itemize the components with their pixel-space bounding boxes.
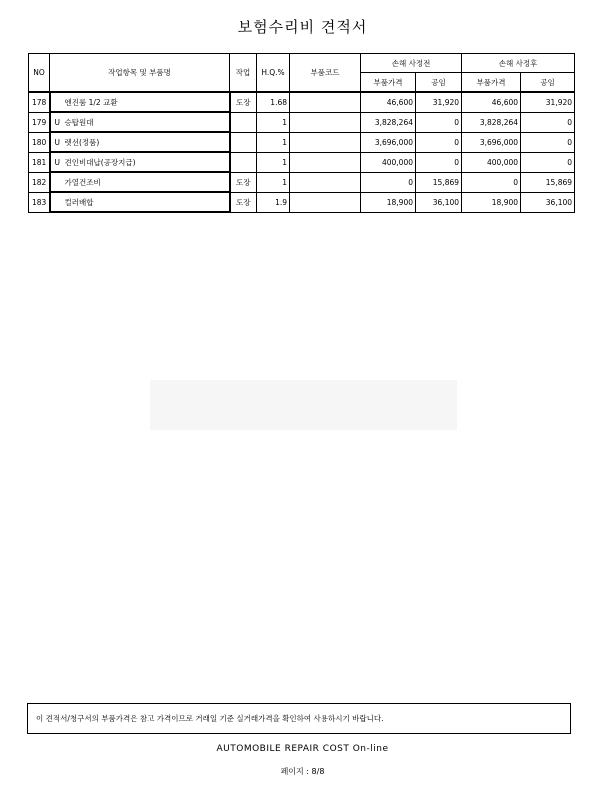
row-item-name — [50, 152, 230, 172]
row-item-name — [50, 132, 230, 152]
row-before-part-price: 18,900 — [361, 192, 416, 212]
notice-box: 이 견적서/청구서의 부품가격은 참고 가격이므로 거래일 기준 실거래가격을 확인하여 사용하시기 바랍니다. — [27, 703, 571, 734]
row-part-code — [290, 112, 361, 132]
row-part-code — [290, 92, 361, 112]
row-before-labor: 0 — [416, 132, 462, 152]
row-after-labor: 0 — [521, 132, 575, 152]
row-part-code — [290, 152, 361, 172]
row-item-name — [50, 112, 230, 132]
row-work — [230, 152, 257, 172]
row-after-part-price: 18,900 — [462, 192, 521, 212]
row-after-part-price: 0 — [462, 172, 521, 192]
row-hq: 1 — [257, 172, 290, 192]
table-row — [29, 112, 575, 132]
row-item-label: 승탑원대 — [64, 117, 94, 127]
row-no: 178 — [29, 92, 50, 112]
row-before-labor: 0 — [416, 112, 462, 132]
header-hq: H.Q.% — [257, 54, 290, 93]
table-row — [29, 192, 575, 212]
row-before-labor: 31,920 — [416, 92, 462, 112]
row-work — [230, 112, 257, 132]
header-before-part-price: 부품가격 — [361, 73, 416, 93]
row-no: 183 — [29, 192, 50, 212]
row-after-labor: 36,100 — [521, 192, 575, 212]
footer-system-name: AUTOMOBILE REPAIR COST On-line — [216, 744, 389, 754]
row-update-mark: U — [54, 137, 60, 147]
row-work — [230, 132, 257, 152]
row-before-part-price: 3,696,000 — [361, 132, 416, 152]
header-part-code: 부품코드 — [290, 54, 361, 93]
row-before-part-price: 0 — [361, 172, 416, 192]
row-after-labor: 15,869 — [521, 172, 575, 192]
header-work: 작업 — [230, 54, 257, 93]
row-hq: 1.68 — [257, 92, 290, 112]
header-after-part-price: 부품가격 — [462, 73, 521, 93]
row-update-mark: U — [54, 117, 60, 127]
header-before-labor: 공임 — [416, 73, 462, 93]
row-no: 181 — [29, 152, 50, 172]
row-part-code — [290, 172, 361, 192]
row-no: 182 — [29, 172, 50, 192]
table-row — [29, 172, 575, 192]
row-before-part-price: 3,828,264 — [361, 112, 416, 132]
row-item-name — [50, 92, 230, 112]
row-item-label: 견인비대납(공장지급) — [64, 157, 136, 167]
row-item-label: 컬러배합 — [64, 197, 94, 207]
row-work: 도장 — [230, 92, 257, 112]
row-item-label: 렛선(정품) — [64, 137, 100, 147]
header-no: NO — [29, 54, 50, 93]
watermark — [150, 380, 457, 430]
table-row — [29, 132, 575, 152]
row-update-mark: U — [54, 157, 60, 167]
row-after-part-price: 3,828,264 — [462, 112, 521, 132]
row-work: 도장 — [230, 192, 257, 212]
row-item-name — [50, 172, 230, 192]
header-before-assessment: 손해 사정전 — [361, 54, 462, 73]
row-part-code — [290, 192, 361, 212]
table-row — [29, 92, 575, 112]
row-item-label: 엔진룸 1/2 교환 — [64, 97, 118, 107]
row-part-code — [290, 132, 361, 152]
row-hq: 1 — [257, 112, 290, 132]
estimate-table — [28, 53, 575, 213]
row-before-part-price: 400,000 — [361, 152, 416, 172]
row-before-labor: 36,100 — [416, 192, 462, 212]
row-after-labor: 0 — [521, 152, 575, 172]
document-title: 보험수리비 견적서 — [237, 18, 368, 36]
row-before-part-price: 46,600 — [361, 92, 416, 112]
row-item-label: 가열건조비 — [64, 177, 101, 187]
row-after-part-price: 46,600 — [462, 92, 521, 112]
row-no: 179 — [29, 112, 50, 132]
row-hq: 1 — [257, 132, 290, 152]
row-work: 도장 — [230, 172, 257, 192]
row-after-labor: 31,920 — [521, 92, 575, 112]
row-hq: 1 — [257, 152, 290, 172]
row-after-part-price: 3,696,000 — [462, 132, 521, 152]
footer-page-number: 페이지 : 8/8 — [280, 767, 325, 776]
header-after-assessment: 손해 사정후 — [462, 54, 575, 73]
header-after-labor: 공임 — [521, 73, 575, 93]
row-before-labor: 0 — [416, 152, 462, 172]
row-hq: 1.9 — [257, 192, 290, 212]
row-after-part-price: 400,000 — [462, 152, 521, 172]
row-no: 180 — [29, 132, 50, 152]
header-item: 작업항목 및 부품명 — [50, 54, 230, 93]
row-item-name — [50, 192, 230, 212]
row-before-labor: 15,869 — [416, 172, 462, 192]
row-after-labor: 0 — [521, 112, 575, 132]
table-row — [29, 152, 575, 172]
